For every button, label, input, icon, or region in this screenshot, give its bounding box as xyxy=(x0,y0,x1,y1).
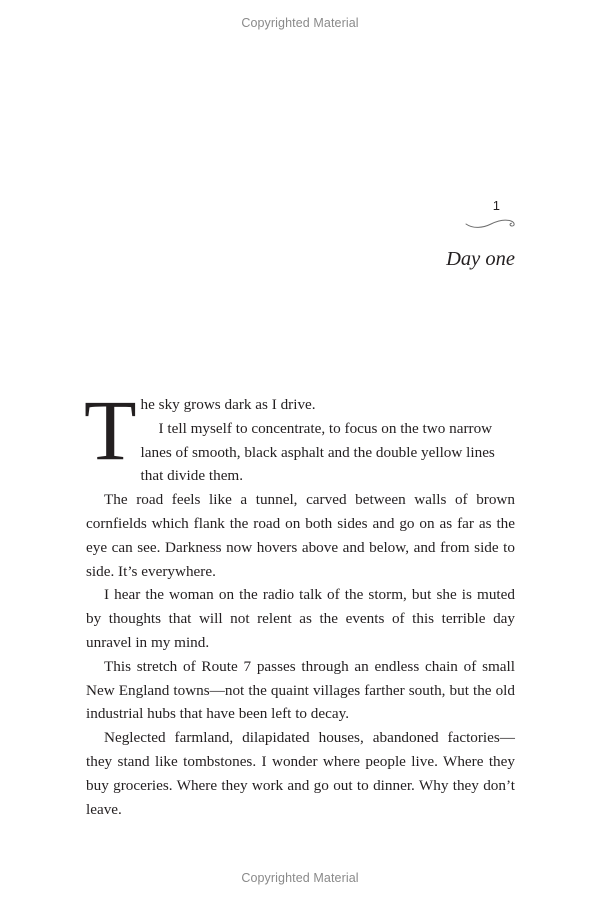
paragraph-3: The road feels like a tunnel, carved between walls of brown cornfields which flank the road on both sides and go on as far as the eye can see. Darkness now hovers above and below, and from side to side. It’s everywhere. xyxy=(86,491,515,580)
paragraph-2-line-3: that divide them. xyxy=(140,467,244,485)
drop-cap: T xyxy=(84,382,137,478)
chapter-number: 1 xyxy=(492,198,500,213)
watermark-top: Copyrighted Material xyxy=(241,16,359,30)
paragraph-2-line-2: lanes of smooth, black asphalt and the double yellow lines xyxy=(140,443,495,461)
chapter-title: Day one xyxy=(446,248,515,270)
paragraph-2-line-1: I tell myself to concentrate, to focus on the two narrow xyxy=(158,419,493,437)
paragraph-5: This stretch of Route 7 passes through an endless chain of small New England towns—not the quaint villages farther south, but the old industrial hubs that have been left to decay. xyxy=(86,657,515,723)
paragraph-6: Neglected farmland, dilapidated houses, abandoned factories—they stand like tombstones. I wonder where people live. Where they buy groceries. Where they work and go out to dinner. Why they don’t leave. xyxy=(86,729,515,818)
paragraph-1-text: he sky grows dark as I drive. xyxy=(140,396,316,413)
chapter-body xyxy=(84,382,515,821)
flourish-ornament xyxy=(465,215,517,231)
watermark-bottom: Copyrighted Material xyxy=(241,871,359,885)
paragraph-4: I hear the woman on the radio talk of the storm, but she is muted by thoughts that will not relent as the events of this terrible day unravel in my mind. xyxy=(86,586,515,651)
